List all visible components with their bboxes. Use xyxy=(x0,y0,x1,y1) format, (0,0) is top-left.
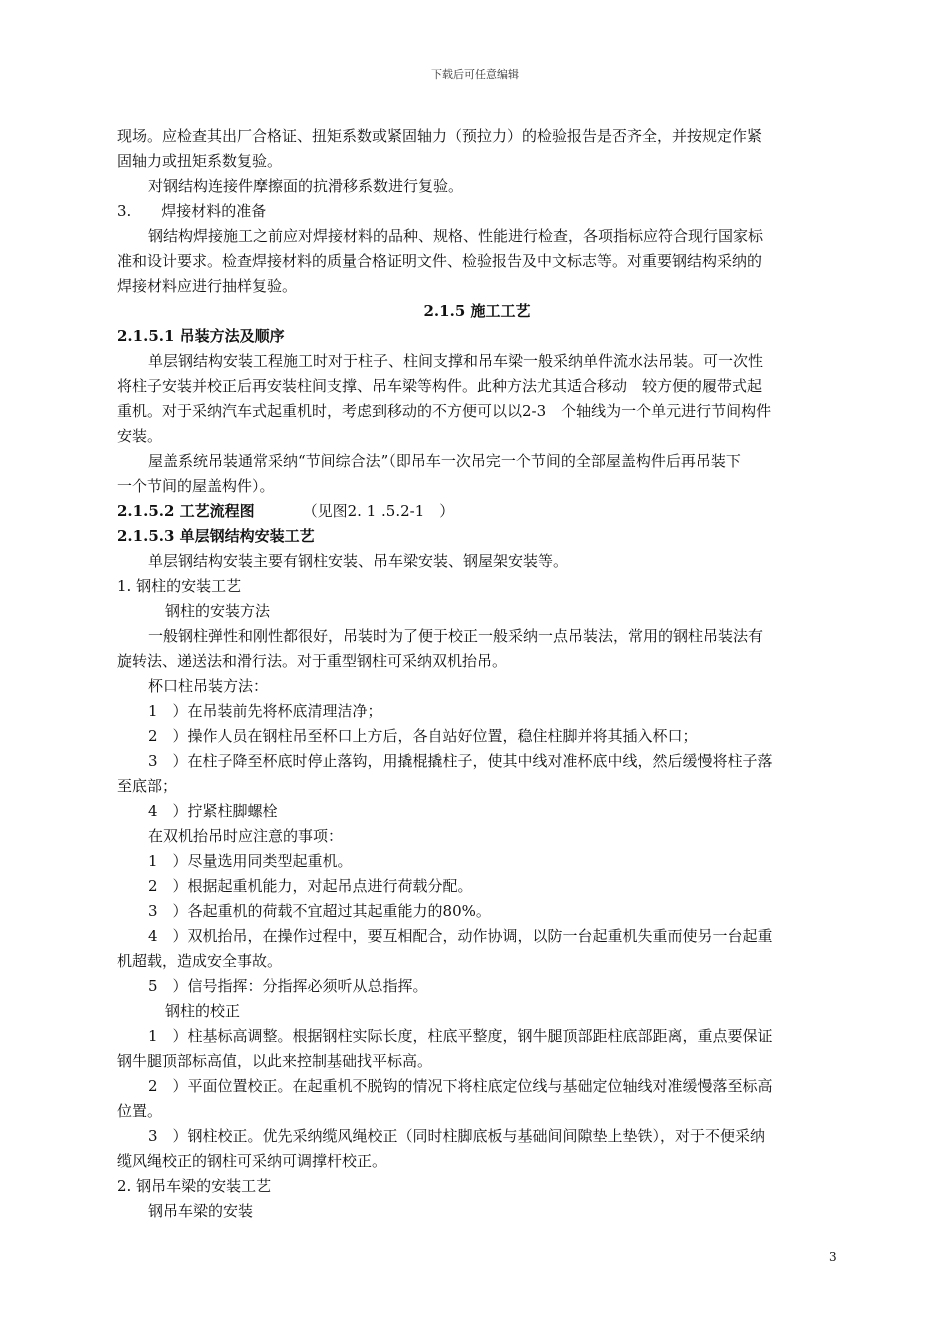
list-item: 1 ）在吊装前先将杯底清理洁净； xyxy=(148,702,383,720)
paragraph-line: 杯口柱吊装方法： xyxy=(148,677,269,695)
list-item: 3 ）在柱子降至杯底时停止落钩，用撬棍撬柱子，使其中线对准杯底中线，然后缓慢将柱子落 xyxy=(148,752,773,770)
paragraph-line: 焊接材料应进行抽样复验。 xyxy=(117,277,298,295)
item-heading: 钢吊车梁的安装 xyxy=(148,1202,254,1220)
paragraph-line: 旋转法、递送法和滑行法。对于重型钢柱可采纳双机抬吊。 xyxy=(117,652,508,670)
page-header: 下载后可任意编辑 xyxy=(431,68,519,81)
list-item: 2 ）操作人员在钢柱吊至杯口上方后，各自站好位置，稳住柱脚并将其插入杯口； xyxy=(148,727,698,745)
paragraph-line: 安装。 xyxy=(117,427,163,445)
document-body xyxy=(117,124,837,1224)
list-item: 1 ）尽量选用同类型起重机。 xyxy=(148,852,353,870)
paragraph-line: 单层钢结构安装工程施工时对于柱子、柱间支撑和吊车梁一般采纳单件流水法吊装。可一次性 xyxy=(148,352,764,370)
numbered-heading: 3. 焊接材料的准备 xyxy=(117,202,267,220)
paragraph-line: 固轴力或扭矩系数复验。 xyxy=(117,152,283,170)
subsection-heading-row xyxy=(117,499,837,524)
page-number: 3 xyxy=(829,1250,837,1264)
list-item: 1 ）柱基标高调整。根据钢柱实际长度，柱底平整度，钢牛腿顶部距柱底部距离，重点要保证 xyxy=(148,1027,773,1045)
list-item: 4 ）双机抬吊，在操作过程中，要互相配合，动作协调，以防一台起重机失重而使另一台起重 xyxy=(148,927,773,945)
paragraph-line: 一般钢柱弹性和刚性都很好，吊装时为了便于校正一般采纳一点吊装法，常用的钢柱吊装法有 xyxy=(148,627,764,645)
section-title: 2.1.5 施工工艺 xyxy=(423,302,531,320)
numbered-heading: 2. 钢吊车梁的安装工艺 xyxy=(117,1177,272,1195)
paragraph-line: 在双机抬吊时应注意的事项： xyxy=(148,827,344,845)
figure-reference: （见图2. 1 .5.2-1 ） xyxy=(302,502,455,520)
list-item: 至底部； xyxy=(117,777,178,795)
list-item: 缆风绳校正的钢柱可采纳可调撑杆校正。 xyxy=(117,1152,388,1170)
list-item: 4 ）拧紧柱脚螺栓 xyxy=(148,802,278,820)
list-item: 3 ）各起重机的荷载不宜超过其起重能力的80%。 xyxy=(148,902,491,920)
subsection-heading: 2.1.5.2 工艺流程图 xyxy=(117,502,255,520)
paragraph-line: 重机。对于采纳汽车式起重机时，考虑到移动的不方便可以以2-3 个轴线为一个单元进行节间构件 xyxy=(117,402,772,420)
subsection-heading: 2.1.5.3 单层钢结构安装工艺 xyxy=(117,527,315,545)
paragraph-line: 一个节间的屋盖构件）。 xyxy=(117,477,275,495)
paragraph-line: 现场。应检查其出厂合格证、扭矩系数或紧固轴力（预拉力）的检验报告是否齐全，并按规定作紧 xyxy=(117,127,763,145)
list-item: 2 ）平面位置校正。在起重机不脱钩的情况下将柱底定位线与基础定位轴线对准缓慢落至标高 xyxy=(148,1077,773,1095)
list-item: 2 ）根据起重机能力，对起吊点进行荷载分配。 xyxy=(148,877,473,895)
list-item: 机超载，造成安全事故。 xyxy=(117,952,283,970)
paragraph-line: 将柱子安装并校正后再安装柱间支撑、吊车梁等构件。此种方法尤其适合移动 较方便的履带式起 xyxy=(117,377,763,395)
paragraph-line: 屋盖系统吊装通常采纳“节间综合法”（即吊车一次吊完一个节间的全部屋盖构件后再吊装下 xyxy=(148,452,741,470)
paragraph-line: 对钢结构连接件摩擦面的抗滑移系数进行复验。 xyxy=(148,177,464,195)
item-heading: 钢柱的校正 xyxy=(165,1002,241,1020)
item-heading: 钢柱的安装方法 xyxy=(165,602,271,620)
paragraph-line: 单层钢结构安装主要有钢柱安装、吊车梁安装、钢屋架安装等。 xyxy=(148,552,569,570)
paragraph-line: 准和设计要求。检查焊接材料的质量合格证明文件、检验报告及中文标志等。对重要钢结构采纳的 xyxy=(117,252,763,270)
list-item: 3 ）钢柱校正。优先采纳缆风绳校正（同时柱脚底板与基础间间隙垫上垫铁），对于不便采纳 xyxy=(148,1127,766,1145)
numbered-heading: 1. 钢柱的安装工艺 xyxy=(117,577,242,595)
subsection-heading: 2.1.5.1 吊装方法及顺序 xyxy=(117,327,285,345)
paragraph-line: 钢结构焊接施工之前应对焊接材料的品种、规格、性能进行检查，各项指标应符合现行国家标 xyxy=(148,227,764,245)
list-item: 位置。 xyxy=(117,1102,163,1120)
list-item: 钢牛腿顶部标高值，以此来控制基础找平标高。 xyxy=(117,1052,433,1070)
list-item: 5 ）信号指挥：分指挥必须听从总指挥。 xyxy=(148,977,428,995)
